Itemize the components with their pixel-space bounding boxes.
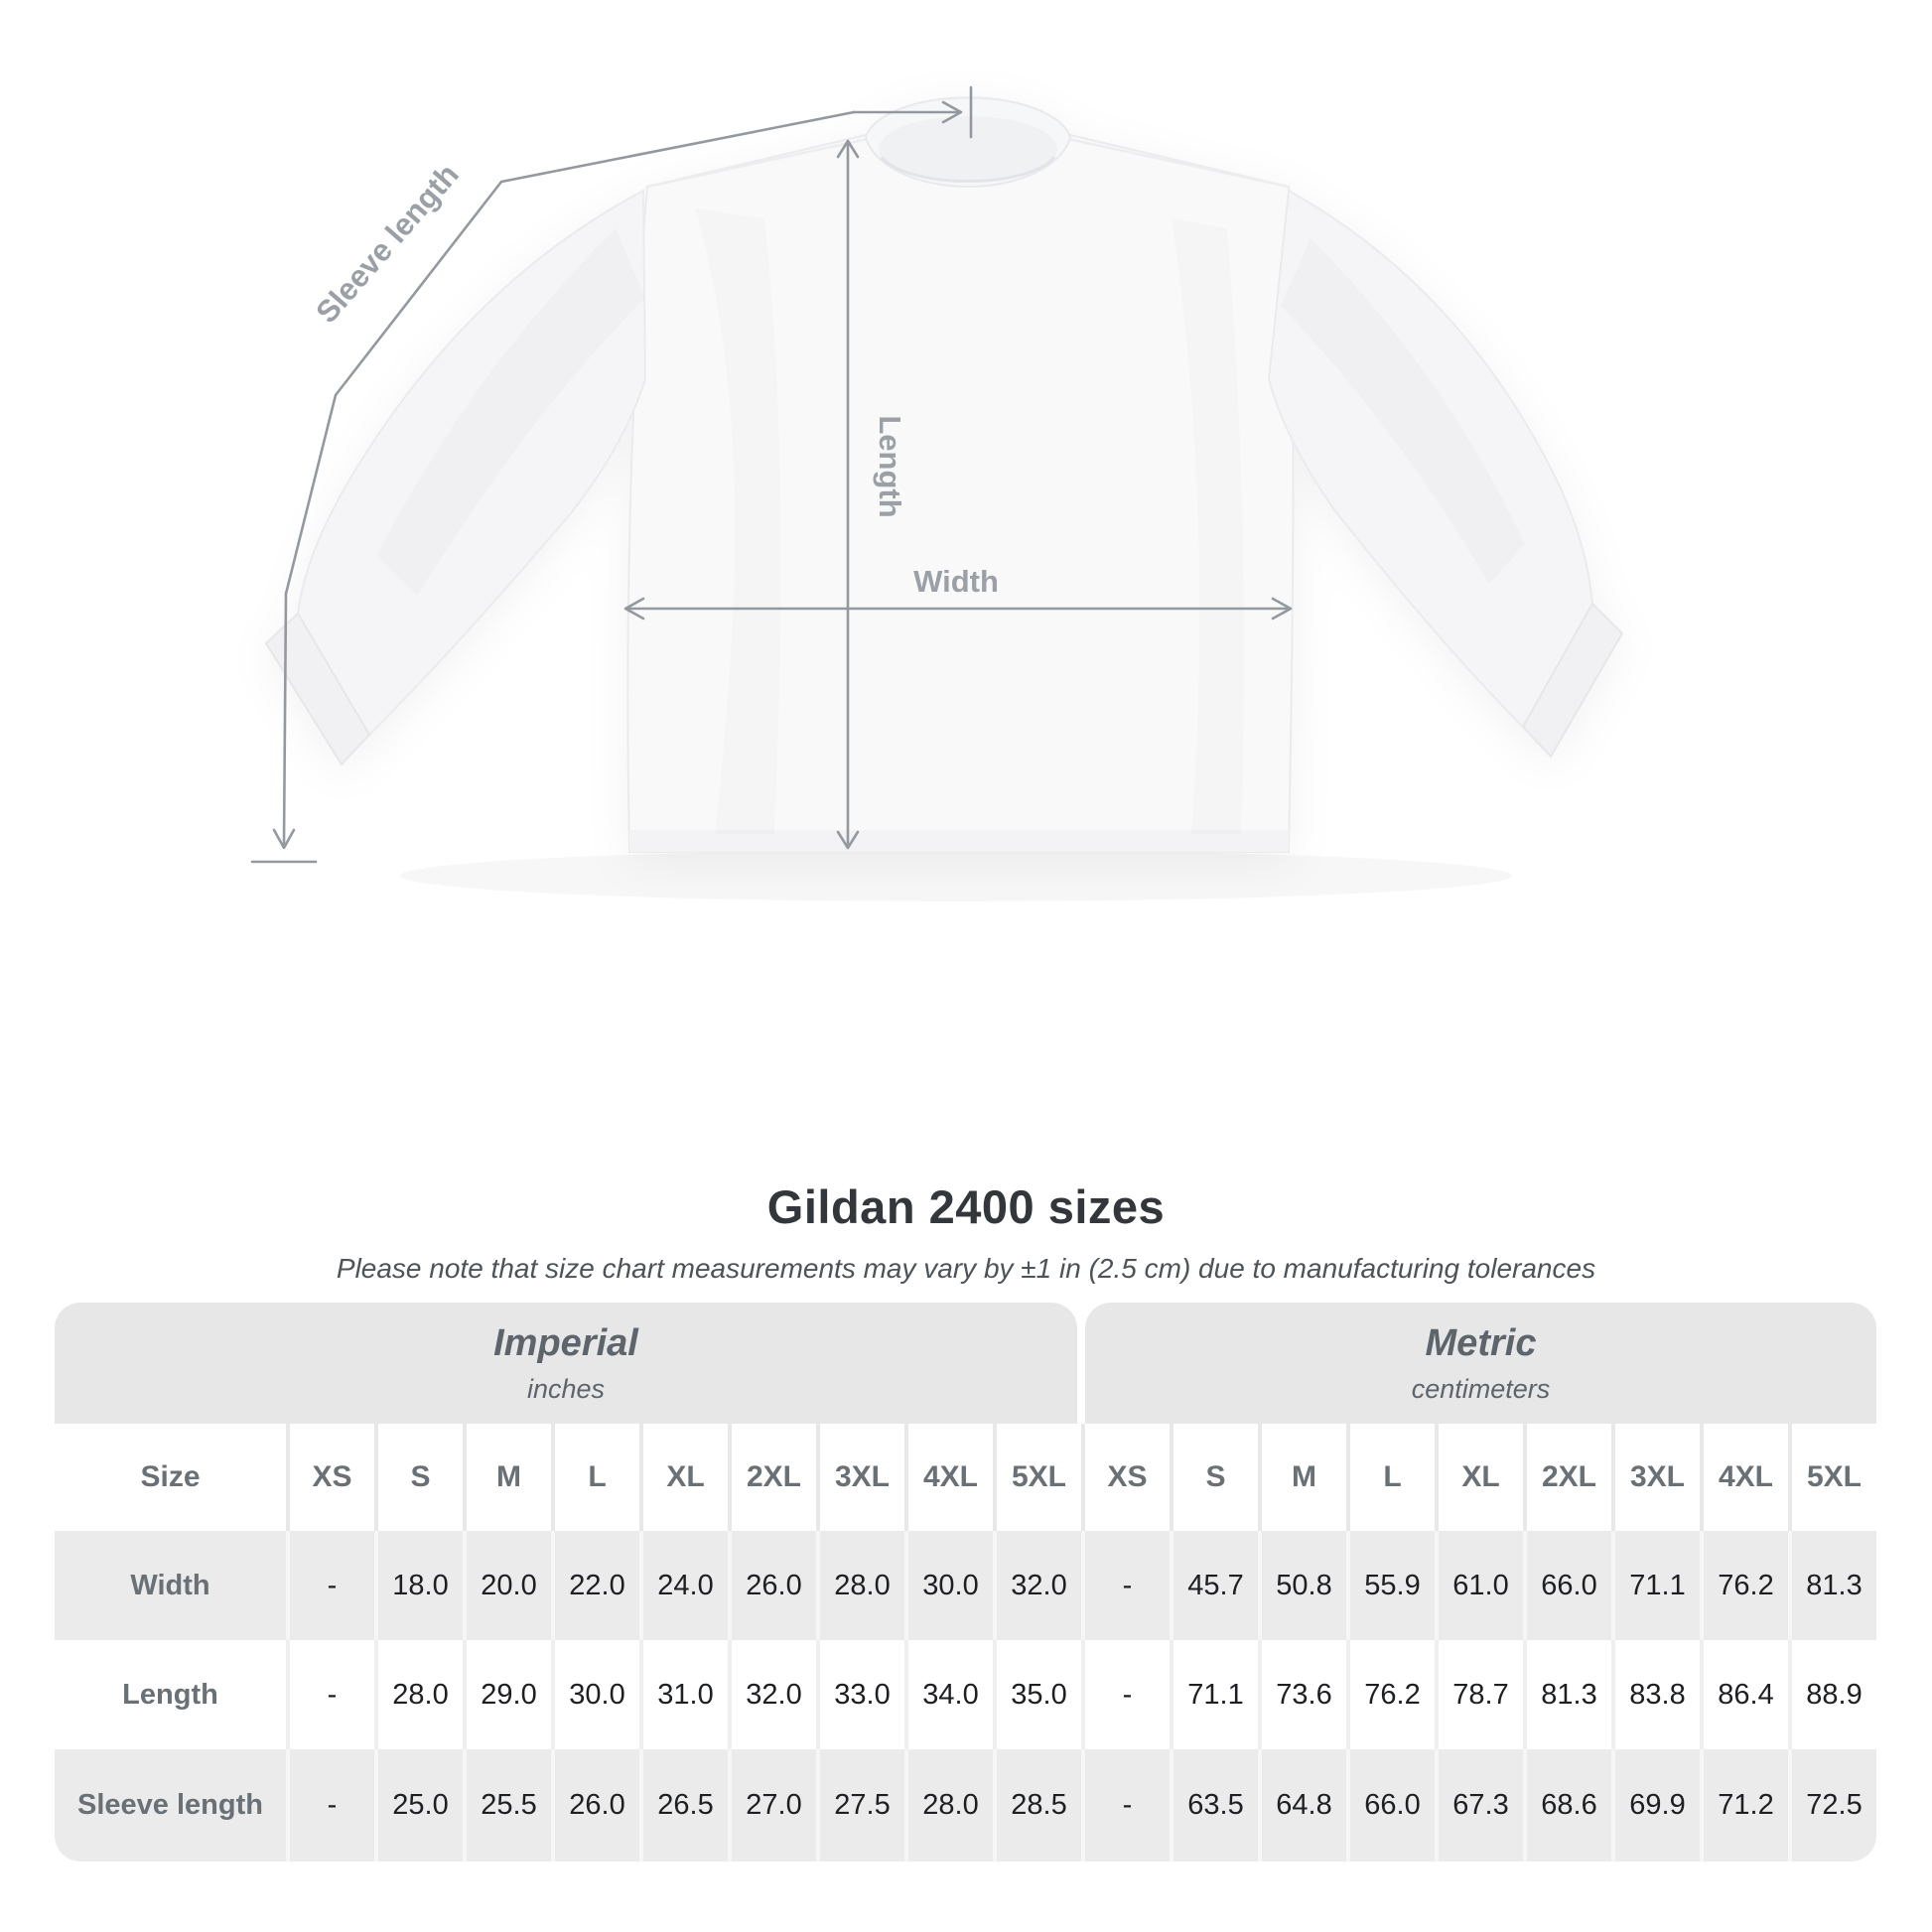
length-imperial-value: 34.0 bbox=[904, 1640, 993, 1749]
length-imperial-value: 30.0 bbox=[551, 1640, 639, 1749]
sleeve-imperial-value: 28.5 bbox=[993, 1749, 1081, 1862]
width-row bbox=[55, 1531, 1876, 1640]
metric-header bbox=[1085, 1303, 1876, 1424]
width-metric-value: 81.3 bbox=[1788, 1531, 1876, 1640]
length-imperial-value: 35.0 bbox=[993, 1640, 1081, 1749]
metric-title: Metric bbox=[1425, 1321, 1537, 1364]
length-imperial-value: 28.0 bbox=[374, 1640, 463, 1749]
sleeve-metric-value: 66.0 bbox=[1346, 1749, 1435, 1862]
metric-size-header: XL bbox=[1435, 1424, 1523, 1531]
imperial-size-header: 4XL bbox=[904, 1424, 993, 1531]
metric-size-header: 4XL bbox=[1700, 1424, 1788, 1531]
metric-size-header: M bbox=[1258, 1424, 1346, 1531]
row-label: Length bbox=[55, 1640, 286, 1749]
row-label: Sleeve length bbox=[55, 1749, 286, 1862]
imperial-size-header: M bbox=[463, 1424, 551, 1531]
width-metric-value: 55.9 bbox=[1346, 1531, 1435, 1640]
length-label: Length bbox=[873, 415, 907, 518]
length-row bbox=[55, 1640, 1876, 1749]
imperial-size-header: L bbox=[551, 1424, 639, 1531]
length-metric-value: 73.6 bbox=[1258, 1640, 1346, 1749]
width-label: Width bbox=[913, 564, 999, 599]
width-metric-value: - bbox=[1081, 1531, 1170, 1640]
metric-size-header: 2XL bbox=[1523, 1424, 1611, 1531]
sleeve-imperial-value: 28.0 bbox=[904, 1749, 993, 1862]
sleeve-imperial-value: 26.0 bbox=[551, 1749, 639, 1862]
metric-size-header: L bbox=[1346, 1424, 1435, 1531]
width-imperial-value: 20.0 bbox=[463, 1531, 551, 1640]
tolerance-note: Please note that size chart measurements may vary by ±1 in (2.5 cm) due to manufacturing tolerances bbox=[336, 1253, 1596, 1284]
row-label: Width bbox=[55, 1531, 286, 1640]
sleeve-imperial-value: 25.0 bbox=[374, 1749, 463, 1862]
length-metric-value: 81.3 bbox=[1523, 1640, 1611, 1749]
length-imperial-value: 29.0 bbox=[463, 1640, 551, 1749]
width-metric-value: 61.0 bbox=[1435, 1531, 1523, 1640]
width-metric-value: 71.1 bbox=[1611, 1531, 1700, 1640]
length-metric-value: 71.1 bbox=[1170, 1640, 1258, 1749]
page-title: Gildan 2400 sizes bbox=[766, 1180, 1166, 1233]
length-metric-value: 86.4 bbox=[1700, 1640, 1788, 1749]
imperial-size-header: S bbox=[374, 1424, 463, 1531]
width-imperial-value: 32.0 bbox=[993, 1531, 1081, 1640]
sleeve-metric-value: 71.2 bbox=[1700, 1749, 1788, 1862]
length-imperial-value: 33.0 bbox=[816, 1640, 904, 1749]
length-metric-value: - bbox=[1081, 1640, 1170, 1749]
metric-size-header: 5XL bbox=[1788, 1424, 1876, 1531]
sleeve-metric-value: 64.8 bbox=[1258, 1749, 1346, 1862]
width-imperial-value: 30.0 bbox=[904, 1531, 993, 1640]
shirt-shadow bbox=[400, 850, 1512, 901]
size-header-row bbox=[55, 1424, 1876, 1531]
imperial-title: Imperial bbox=[493, 1321, 638, 1364]
sleeve-metric-value: 69.9 bbox=[1611, 1749, 1700, 1862]
sleeve-imperial-value: - bbox=[286, 1749, 374, 1862]
length-imperial-value: 31.0 bbox=[639, 1640, 728, 1749]
metric-size-header: XS bbox=[1081, 1424, 1170, 1531]
length-metric-value: 76.2 bbox=[1346, 1640, 1435, 1749]
imperial-size-header: XS bbox=[286, 1424, 374, 1531]
length-metric-value: 88.9 bbox=[1788, 1640, 1876, 1749]
sleeve-metric-value: 72.5 bbox=[1788, 1749, 1876, 1862]
width-metric-value: 50.8 bbox=[1258, 1531, 1346, 1640]
sleeve-metric-value: 68.6 bbox=[1523, 1749, 1611, 1862]
imperial-header bbox=[55, 1303, 1077, 1424]
imperial-size-header: XL bbox=[639, 1424, 728, 1531]
length-metric-value: 83.8 bbox=[1611, 1640, 1700, 1749]
sleeve-metric-value: 67.3 bbox=[1435, 1749, 1523, 1862]
width-imperial-value: 24.0 bbox=[639, 1531, 728, 1640]
imperial-unit: inches bbox=[526, 1373, 606, 1404]
width-imperial-value: 26.0 bbox=[728, 1531, 816, 1640]
imperial-size-header: 3XL bbox=[816, 1424, 904, 1531]
length-metric-value: 78.7 bbox=[1435, 1640, 1523, 1749]
width-imperial-value: 22.0 bbox=[551, 1531, 639, 1640]
sleeve-imperial-value: 27.5 bbox=[816, 1749, 904, 1862]
unit-header-row bbox=[55, 1303, 1876, 1424]
width-metric-value: 66.0 bbox=[1523, 1531, 1611, 1640]
shirt-illustration bbox=[266, 97, 1622, 852]
length-imperial-value: 32.0 bbox=[728, 1640, 816, 1749]
metric-size-header: S bbox=[1170, 1424, 1258, 1531]
sleeve-metric-value: 63.5 bbox=[1170, 1749, 1258, 1862]
metric-unit: centimeters bbox=[1411, 1373, 1551, 1404]
sleeve-length-label: Sleeve length bbox=[309, 157, 466, 331]
size-corner-label: Size bbox=[140, 1460, 201, 1493]
sleeve-imperial-value: 25.5 bbox=[463, 1749, 551, 1862]
sleeve-metric-value: - bbox=[1081, 1749, 1170, 1862]
length-imperial-value: - bbox=[286, 1640, 374, 1749]
imperial-size-header: 2XL bbox=[728, 1424, 816, 1531]
sleeve-length-row bbox=[55, 1749, 1876, 1862]
width-metric-value: 76.2 bbox=[1700, 1531, 1788, 1640]
metric-size-header: 3XL bbox=[1611, 1424, 1700, 1531]
sleeve-imperial-value: 27.0 bbox=[728, 1749, 816, 1862]
imperial-size-header: 5XL bbox=[993, 1424, 1081, 1531]
width-imperial-value: 28.0 bbox=[816, 1531, 904, 1640]
width-imperial-value: 18.0 bbox=[374, 1531, 463, 1640]
sizing-table bbox=[55, 1303, 1876, 1862]
sleeve-imperial-value: 26.5 bbox=[639, 1749, 728, 1862]
width-metric-value: 45.7 bbox=[1170, 1531, 1258, 1640]
width-imperial-value: - bbox=[286, 1531, 374, 1640]
